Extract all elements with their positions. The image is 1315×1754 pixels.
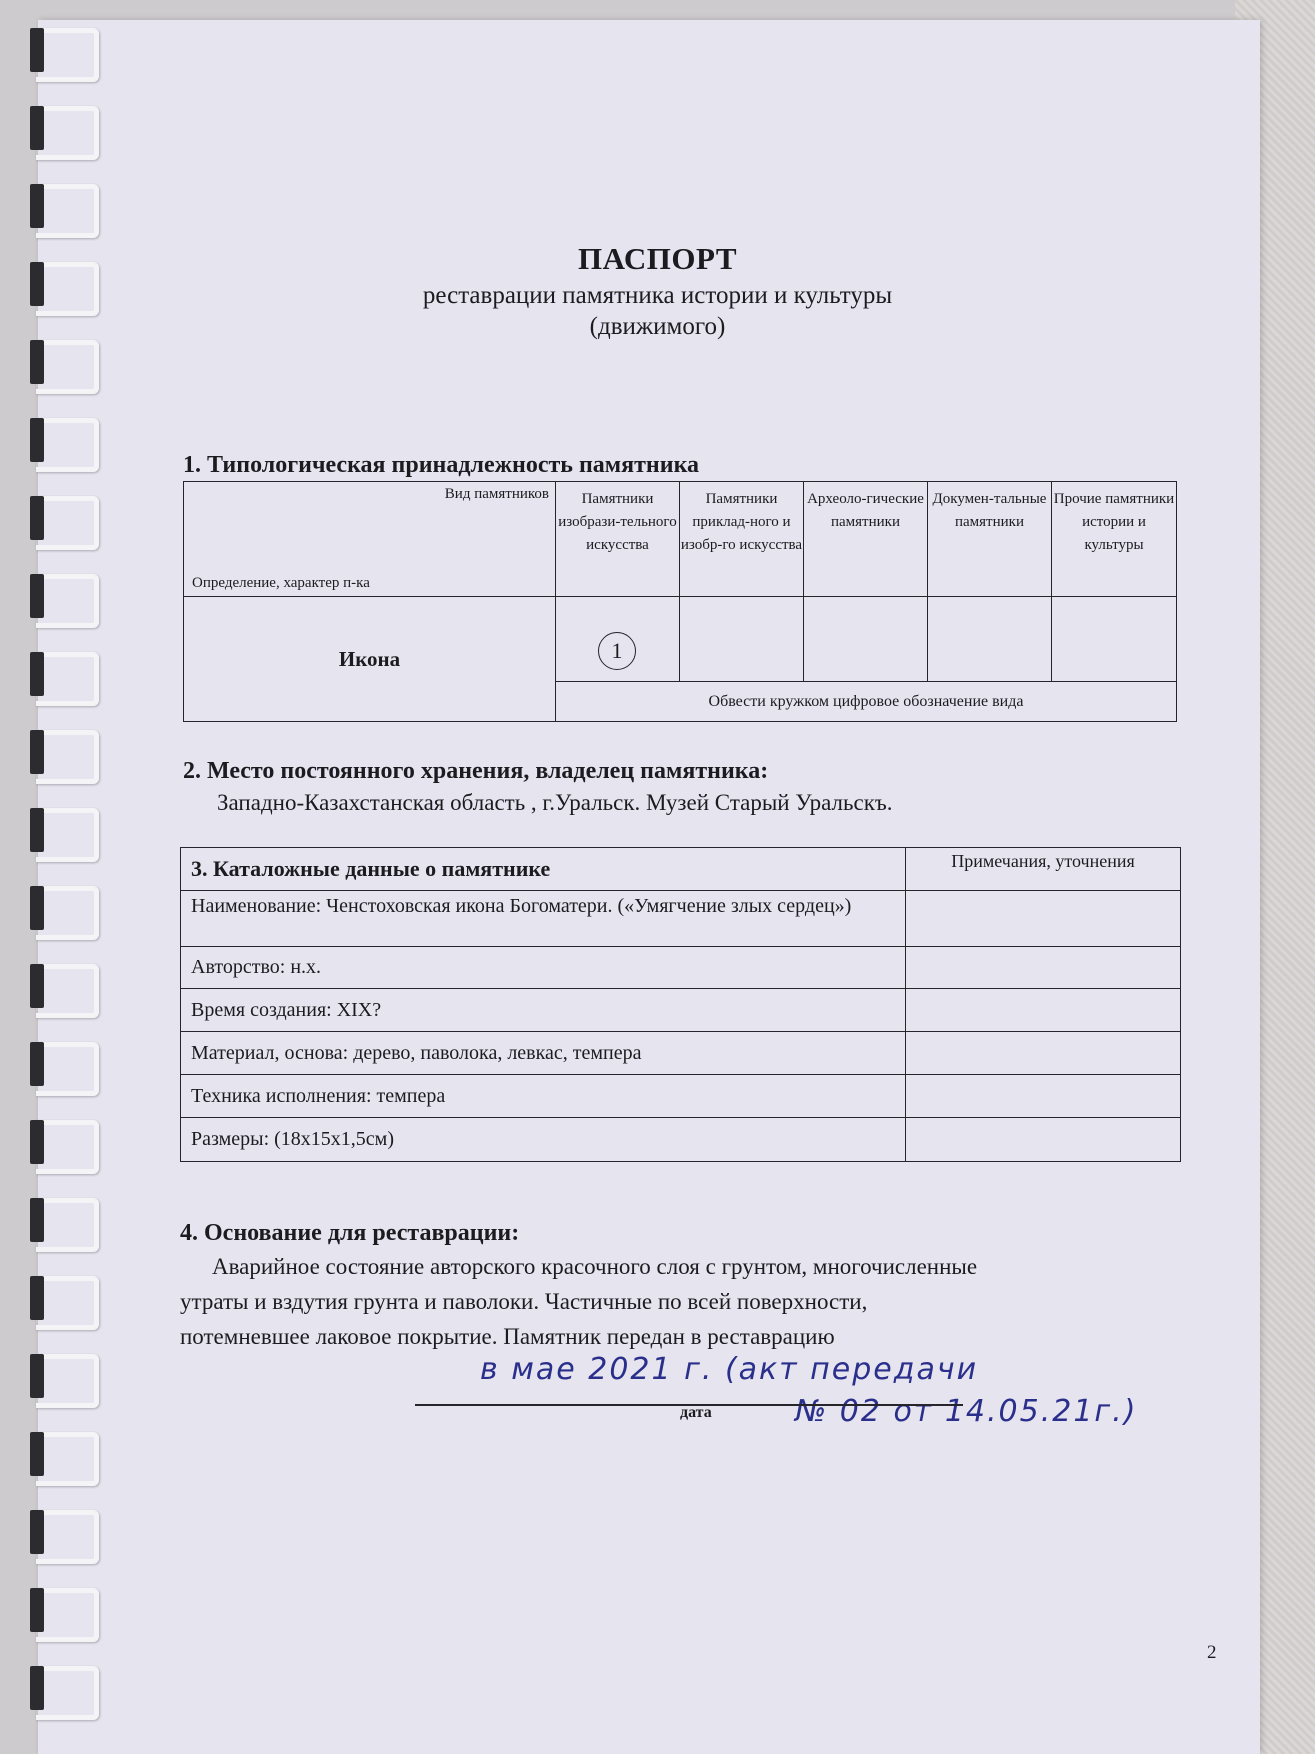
notes-cell bbox=[906, 1075, 1181, 1118]
document-subtitle-movable: (движимого) bbox=[589, 313, 726, 340]
type-mark-cell bbox=[928, 597, 1052, 682]
type-mark-cell bbox=[680, 597, 804, 682]
binding-ring bbox=[36, 1354, 99, 1408]
binding-ring bbox=[36, 1432, 99, 1486]
type-column-applied-art: Памятники приклад-ного и изобр-го искусства bbox=[680, 482, 804, 597]
binding-ring bbox=[36, 808, 99, 862]
binding-ring bbox=[36, 418, 99, 472]
binding-ring bbox=[36, 730, 99, 784]
type-column-archaeological: Археоло-гические памятники bbox=[804, 482, 928, 597]
catalogue-row-size: Размеры: (18х15х1,5см) bbox=[181, 1118, 906, 1162]
catalogue-row-name: Наименование: Ченстоховская икона Богоматери. («Умягчение злых сердец») bbox=[181, 891, 906, 947]
catalogue-heading: 3. Каталожные данные о памятнике bbox=[181, 848, 906, 891]
binding-ring bbox=[36, 1042, 99, 1096]
catalogue-row-date: Время создания: XIX? bbox=[181, 989, 906, 1032]
binding-ring bbox=[36, 1510, 99, 1564]
binding-ring bbox=[36, 340, 99, 394]
catalogue-row-material: Материал, основа: дерево, паволока, левкас, темпера bbox=[181, 1032, 906, 1075]
notes-header: Примечания, уточнения bbox=[906, 848, 1181, 891]
binding-ring bbox=[36, 1588, 99, 1642]
binding-ring bbox=[36, 28, 99, 82]
storage-location: Западно-Казахстанская область , г.Уральск. Музей Старый Уральскъ. bbox=[217, 790, 893, 815]
type-column-documentary: Докумен-тальные памятники bbox=[928, 482, 1052, 597]
reason-line-1: Аварийное состояние авторского красочного слоя с грунтом, многочисленные bbox=[212, 1254, 978, 1279]
type-column-other: Прочие памятники истории и культуры bbox=[1052, 482, 1177, 597]
notes-cell bbox=[906, 947, 1181, 989]
section1-heading: 1. Типологическая принадлежность памятника bbox=[183, 452, 700, 478]
binding-ring bbox=[36, 1120, 99, 1174]
reason-line-2: утраты и вздутия грунта и паволоки. Частичные по всей поверхности, bbox=[180, 1289, 868, 1314]
binding-ring bbox=[36, 574, 99, 628]
type-mark-cell bbox=[1052, 597, 1177, 682]
definition-label: Определение, характер п-ка bbox=[192, 575, 370, 591]
handwritten-date-line-1: в мае 2021 г. (акт передачи bbox=[480, 1352, 979, 1387]
circle-instruction: Обвести кружком цифровое обозначение вида bbox=[556, 682, 1177, 722]
binding-ring bbox=[36, 496, 99, 550]
binding-ring bbox=[36, 1276, 99, 1330]
catalogue-row-technique: Техника исполнения: темпера bbox=[181, 1075, 906, 1118]
page-number: 2 bbox=[1207, 1642, 1217, 1663]
kind-label: Вид памятников bbox=[444, 486, 549, 502]
binding-ring bbox=[36, 1666, 99, 1720]
type-column-fine-art: Памятники изобрази-тельного искусства bbox=[556, 482, 680, 597]
definition-value: Икона bbox=[184, 597, 556, 722]
section2-heading: 2. Место постоянного хранения, владелец памятника: bbox=[183, 758, 769, 784]
type-mark-cell bbox=[804, 597, 928, 682]
binding-ring bbox=[36, 1198, 99, 1252]
document-subtitle: реставрации памятника истории и культуры bbox=[422, 282, 893, 309]
binding-ring bbox=[36, 106, 99, 160]
reason-line-3: потемневшее лаковое покрытие. Памятник передан в реставрацию bbox=[180, 1324, 835, 1349]
type-mark-cell bbox=[556, 597, 680, 682]
notes-cell bbox=[906, 1118, 1181, 1162]
circled-type-number: 1 bbox=[598, 632, 636, 670]
handwritten-date-line-2: № 02 от 14.05.21г.) bbox=[795, 1394, 1138, 1429]
document-title: ПАСПОРТ bbox=[577, 241, 738, 276]
binding-ring bbox=[36, 652, 99, 706]
notes-cell bbox=[906, 989, 1181, 1032]
date-label: дата bbox=[680, 1404, 712, 1421]
catalogue-table bbox=[180, 847, 1181, 1162]
section4-heading: 4. Основание для реставрации: bbox=[180, 1220, 520, 1246]
typology-table bbox=[183, 481, 1177, 722]
typology-corner-cell bbox=[184, 482, 556, 597]
catalogue-row-authorship: Авторство: н.х. bbox=[181, 947, 906, 989]
binding-ring bbox=[36, 964, 99, 1018]
notes-cell bbox=[906, 891, 1181, 947]
binding-ring bbox=[36, 886, 99, 940]
notes-cell bbox=[906, 1032, 1181, 1075]
binding-ring bbox=[36, 184, 99, 238]
